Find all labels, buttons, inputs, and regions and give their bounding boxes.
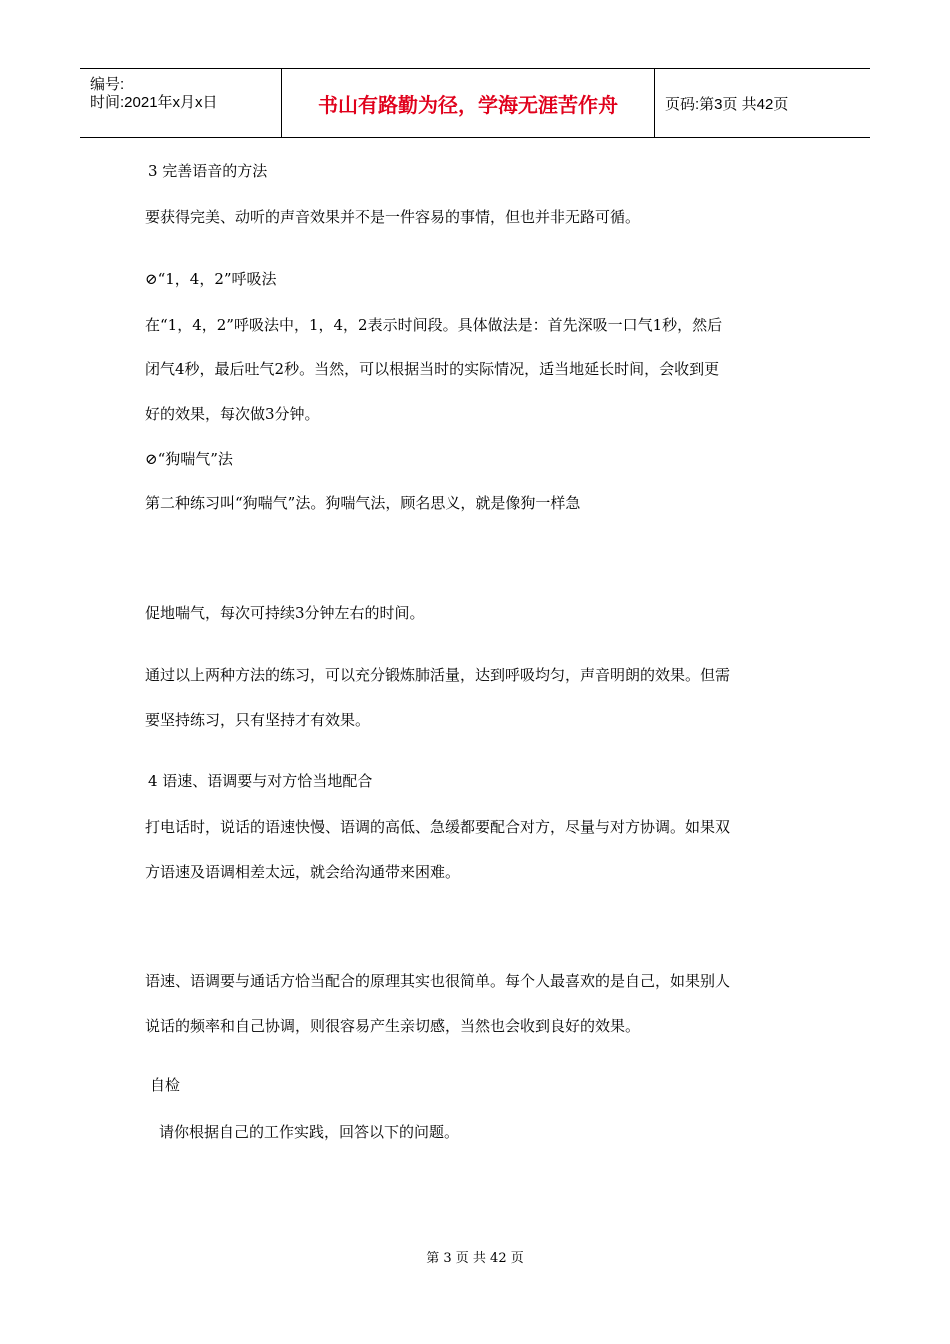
- page-footer: 第 3 页 共 42 页: [426, 1251, 524, 1266]
- method-2-heading: ⊘“狗喘气”法: [145, 450, 233, 468]
- paragraph-method-1-line-2: 闭气4秒，最后吐气2秒。当然，可以根据当时的实际情况，适当地延长时间，会收到更: [145, 360, 720, 378]
- header-motto-cell: [281, 69, 655, 137]
- document-date: 时间:2021年x月x日: [90, 94, 218, 111]
- paragraph-section-4-line-2: 方语速及语调相差太远，就会给沟通带来困难。: [145, 863, 461, 881]
- self-check-heading: 自检: [150, 1076, 181, 1094]
- paragraph-method-1-line-1: 在“1，4，2”呼吸法中，1，4，2表示时间段。具体做法是：首先深吸一口气1秒，然后: [145, 316, 723, 334]
- paragraph-method-1-line-3: 好的效果，每次做3分钟。: [145, 405, 320, 423]
- header-motto: 书山有路勤为径，学海无涯苦作舟: [318, 92, 618, 117]
- page-header: [80, 68, 870, 138]
- paragraph-summary-line-2: 要坚持练习，只有坚持才有效果。: [145, 711, 371, 729]
- section-4-heading: 4 语速、语调要与对方恰当地配合: [148, 772, 373, 790]
- header-meta: [80, 69, 280, 137]
- paragraph-method-2: 第二种练习叫“狗喘气”法。狗喘气法，顾名思义，就是像狗一样急: [145, 494, 581, 512]
- paragraph-section-4-line-1: 打电话时，说话的语速快慢、语调的高低、急缓都要配合对方，尽量与对方协调。如果双: [145, 818, 731, 836]
- paragraph-method-2-continued: 促地喘气，每次可持续3分钟左右的时间。: [145, 604, 425, 622]
- paragraph-principle-line-1: 语速、语调要与通话方恰当配合的原理其实也很简单。每个人最喜欢的是自己，如果别人: [145, 972, 731, 990]
- section-3-heading: 3 完善语音的方法: [148, 162, 268, 180]
- paragraph-principle-line-2: 说话的频率和自己协调，则很容易产生亲切感，当然也会收到良好的效果。: [145, 1017, 641, 1035]
- paragraph-summary-line-1: 通过以上两种方法的练习，可以充分锻炼肺活量，达到呼吸均匀，声音明朗的效果。但需: [145, 666, 731, 684]
- self-check-prompt: 请你根据自己的工作实践，回答以下的问题。: [159, 1123, 460, 1141]
- method-1-heading: ⊘“1，4，2”呼吸法: [145, 270, 277, 288]
- header-page-info: 页码:第3页 共42页: [665, 95, 789, 113]
- paragraph-intro: 要获得完美、动听的声音效果并不是一件容易的事情，但也并非无路可循。: [145, 208, 641, 226]
- document-number-label: 编号:: [90, 76, 125, 93]
